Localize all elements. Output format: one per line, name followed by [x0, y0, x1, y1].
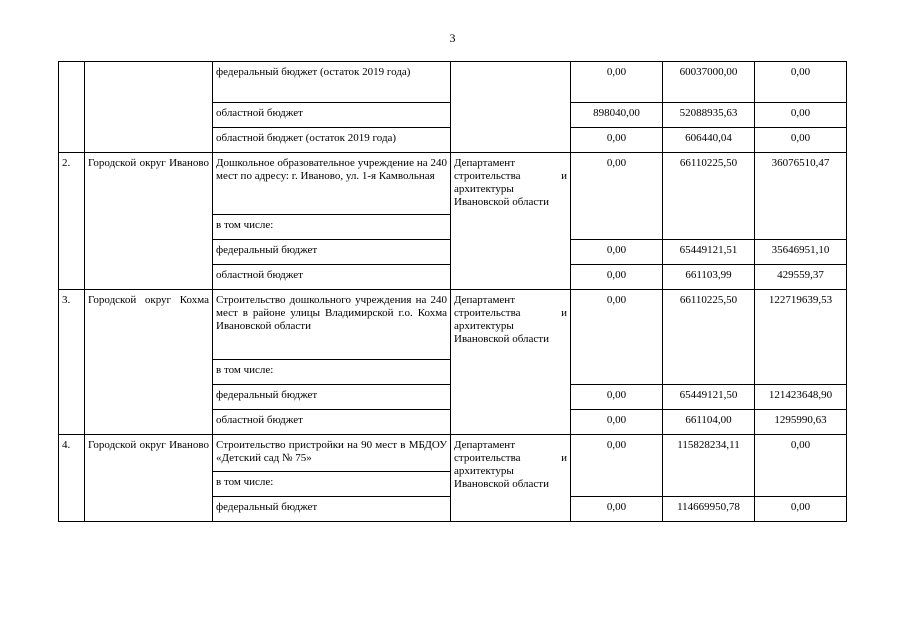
table-row: [59, 153, 847, 215]
table-row: [59, 435, 847, 472]
value-cell: 52088935,63: [663, 103, 755, 128]
value-cell: 0,00: [571, 410, 663, 435]
value-cell: 0,00: [755, 435, 847, 497]
fed-label: федеральный бюджет: [213, 385, 451, 410]
row-number: 2.: [59, 153, 85, 290]
reg-label: областной бюджет: [213, 410, 451, 435]
including-label: в том числе:: [213, 472, 451, 497]
reg-label: областной бюджет: [213, 103, 451, 128]
value-cell: 0,00: [571, 290, 663, 385]
table-row: [59, 62, 847, 103]
value-cell: 0,00: [571, 497, 663, 522]
value-cell: 0,00: [571, 240, 663, 265]
including-label: в том числе:: [213, 215, 451, 240]
executor: Департамент строительства и архитектуры Ивановской области: [451, 435, 571, 522]
cell-no: [59, 62, 85, 153]
value-cell: 0,00: [571, 128, 663, 153]
value-cell: 0,00: [755, 103, 847, 128]
municipality: Городской округ Иваново: [85, 435, 213, 522]
value-cell: 898040,00: [571, 103, 663, 128]
executor: Департамент строительства и архитектуры Ивановской области: [451, 290, 571, 435]
value-cell: 65449121,50: [663, 385, 755, 410]
value-cell: 35646951,10: [755, 240, 847, 265]
value-cell: 0,00: [755, 62, 847, 103]
cell-municipality: [85, 62, 213, 153]
value-cell: 429559,37: [755, 265, 847, 290]
value-cell: 66110225,50: [663, 290, 755, 385]
municipality: Городской округ Иваново: [85, 153, 213, 290]
value-cell: 122719639,53: [755, 290, 847, 385]
value-cell: 0,00: [571, 62, 663, 103]
value-cell: 121423648,90: [755, 385, 847, 410]
value-cell: 114669950,78: [663, 497, 755, 522]
value-cell: 0,00: [571, 265, 663, 290]
executor: Департамент строительства и архитектуры Ивановской области: [451, 153, 571, 290]
row-number: 3.: [59, 290, 85, 435]
value-cell: 60037000,00: [663, 62, 755, 103]
value-cell: 606440,04: [663, 128, 755, 153]
value-cell: 0,00: [755, 128, 847, 153]
budget-table: [58, 61, 847, 522]
value-cell: 1295990,63: [755, 410, 847, 435]
fed-label: федеральный бюджет: [213, 497, 451, 522]
value-cell: 66110225,50: [663, 153, 755, 240]
value-cell: 661104,00: [663, 410, 755, 435]
table-row: [59, 290, 847, 360]
reg-label: областной бюджет: [213, 265, 451, 290]
fed-label: федеральный бюджет: [213, 240, 451, 265]
fed-rest-label: федеральный бюджет (остаток 2019 года): [213, 62, 451, 103]
object-name: Строительство дошкольного учреждения на 240 мест в районе улицы Владимирской г.о. Кохма Ивановской области: [213, 290, 451, 360]
value-cell: 661103,99: [663, 265, 755, 290]
value-cell: 0,00: [571, 153, 663, 240]
value-cell: 115828234,11: [663, 435, 755, 497]
page-number: 3: [449, 31, 456, 45]
value-cell: 0,00: [571, 385, 663, 410]
reg-rest-label: областной бюджет (остаток 2019 года): [213, 128, 451, 153]
value-cell: 36076510,47: [755, 153, 847, 240]
cell-executor: [451, 62, 571, 153]
row-number: 4.: [59, 435, 85, 522]
object-name: Дошкольное образовательное учреждение на 240 мест по адресу: г. Иваново, ул. 1-я Камвольная: [213, 153, 451, 215]
value-cell: 65449121,51: [663, 240, 755, 265]
municipality: Городской округ Кохма: [85, 290, 213, 435]
including-label: в том числе:: [213, 360, 451, 385]
object-name: Строительство пристройки на 90 мест в МБДОУ «Детский сад № 75»: [213, 435, 451, 472]
value-cell: 0,00: [571, 435, 663, 497]
value-cell: 0,00: [755, 497, 847, 522]
